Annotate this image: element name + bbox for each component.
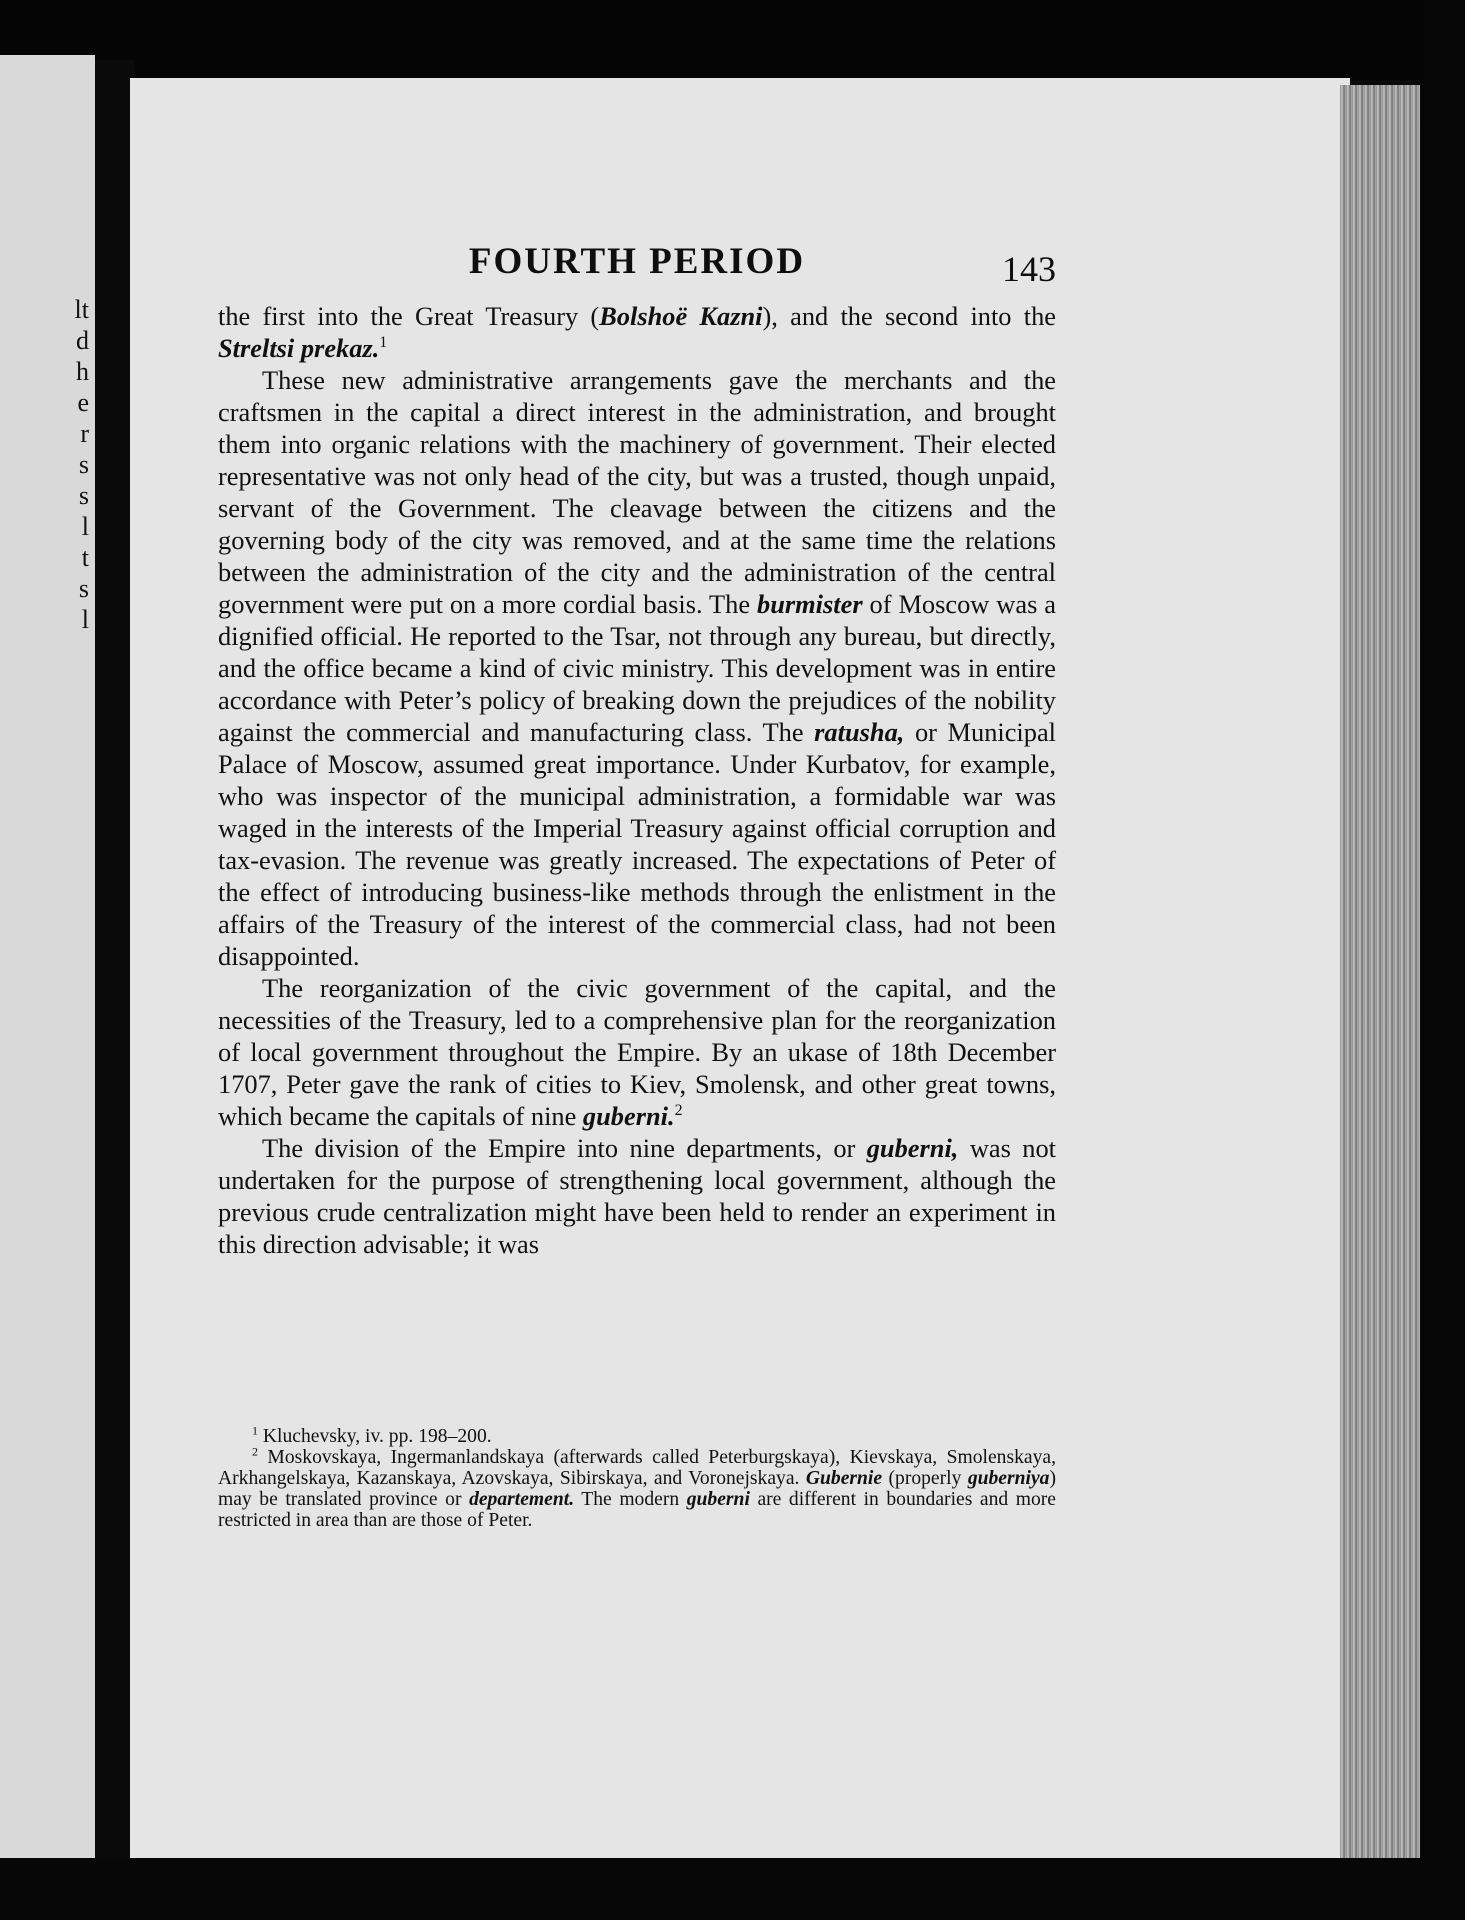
paragraph bbox=[218, 300, 1056, 364]
footnote-marker: 1 bbox=[379, 334, 388, 352]
italic-term: ratusha, bbox=[814, 717, 905, 747]
text-run: of Moscow was a dignified official. He reported to the Tsar, not through any bureau, but directly, and the office became a kind of civic ministry. This development was in entire accordance with Peter’s policy of breaking down the prejudices of the nobility against the commercial and manufacturing class. The bbox=[218, 589, 1056, 747]
footnote bbox=[218, 1444, 1057, 1531]
text-run: was not undertaken for the purpose of strengthening local government, although the previous crude centralization might have been held to render an experiment in this direction advisable; it was bbox=[218, 1133, 1056, 1259]
facing-page-letter: lt bbox=[74, 295, 89, 324]
facing-page-letter: t bbox=[81, 543, 89, 572]
facing-page-letter: h bbox=[76, 357, 89, 386]
italic-term: Bolshoë Kazni bbox=[599, 301, 763, 331]
text-run: or Municipal Palace of Moscow, assumed great importance. Under Kurbatov, for example, who was inspector of the municipal administration, a formidable war was waged in the interests of the Imperial Treasury against official corruption and tax-evasion. The revenue was greatly increased. The expectations of Peter of the effect of introducing business-like methods through the enlistment in the affairs of the Treasury of the interest of the commercial class, had not been disappointed. bbox=[218, 717, 1057, 971]
paragraph bbox=[218, 972, 1056, 1132]
scan-bottom-border bbox=[0, 1858, 1465, 1920]
facing-page-letter: l bbox=[81, 605, 89, 634]
facing-page-letter: d bbox=[76, 326, 89, 355]
page-number: 143 bbox=[1002, 249, 1056, 289]
text-run: ), and the second into the bbox=[762, 301, 1056, 331]
text-run: Kluchevsky, iv. pp. 198–200. bbox=[258, 1426, 492, 1447]
text-run: Moskovskaya, Ingermanlandskaya (afterwards called Peterburgskaya), Kievskaya, Smolenskaya, Arkhangelskaya, Kazanskaya, Azovskaya, Sibirskaya, and Voronejskaya. bbox=[218, 1447, 1056, 1489]
italic-term: guberni bbox=[686, 1489, 750, 1510]
italic-term: guberni, bbox=[866, 1133, 959, 1163]
facing-page-letter: l bbox=[81, 512, 89, 541]
footnote bbox=[218, 1423, 1056, 1447]
facing-page-letter: s bbox=[78, 450, 89, 479]
footnote-marker: 2 bbox=[674, 1102, 683, 1120]
running-head: FOURTH PERIOD bbox=[468, 241, 806, 282]
text-run: (properly bbox=[882, 1468, 968, 1489]
page-header bbox=[218, 240, 1056, 290]
text-run: These new administrative arrangements gave the merchants and the craftsmen in the capital a direct interest in the administration, and brought them into organic relations with the machinery of government. Their elected representative was not only head of the city, but was a trusted, though unpaid, servant of the Government. The cleavage between the citizens and the governing body of the city was removed, and at the same time the relations between the administration of the city and the administration of the central government were put on a more cordial basis. The bbox=[218, 365, 1056, 619]
paragraph bbox=[218, 364, 1056, 972]
text-run: The reorganization of the civic government of the capital, and the necessities of the Treasury, led to a comprehensive plan for the reorganization of local government throughout the Empire. By an ukase of 18th December 1707, Peter gave the rank of cities to Kiev, Smolensk, and other great towns, which became the capitals of nine bbox=[218, 973, 1056, 1131]
text-run: are different in boundaries and more restricted in area than are those of Peter. bbox=[218, 1489, 1057, 1531]
paragraph bbox=[218, 1132, 1056, 1260]
facing-page-letter: s bbox=[78, 481, 89, 510]
page-edges bbox=[1340, 85, 1420, 1860]
italic-term: guberni. bbox=[582, 1101, 675, 1131]
italic-term: Gubernie bbox=[805, 1468, 883, 1489]
italic-term: Streltsi prekaz. bbox=[218, 333, 380, 363]
scan-top-border bbox=[0, 0, 1465, 80]
footnotes bbox=[218, 1423, 1057, 1531]
body-text bbox=[218, 300, 1056, 1260]
scan-right-border bbox=[1420, 0, 1465, 1920]
footnote-marker: 2 bbox=[252, 1444, 258, 1459]
text-run: ) may be translated province or bbox=[218, 1468, 1056, 1510]
facing-page-letter: s bbox=[78, 574, 89, 603]
italic-term: burmister bbox=[757, 589, 863, 619]
book-gutter bbox=[95, 60, 135, 1860]
facing-page-letter: e bbox=[77, 388, 89, 417]
footnote-marker: 1 bbox=[252, 1423, 258, 1438]
facing-page-fragment bbox=[0, 55, 95, 1885]
text-run: The division of the Empire into nine departments, or bbox=[262, 1133, 867, 1163]
facing-page-letter: r bbox=[80, 419, 89, 448]
text-run: The modern bbox=[574, 1489, 687, 1510]
text-run: the first into the Great Treasury ( bbox=[218, 301, 600, 331]
italic-term: guberniya bbox=[967, 1468, 1050, 1489]
italic-term: departement. bbox=[469, 1489, 575, 1510]
